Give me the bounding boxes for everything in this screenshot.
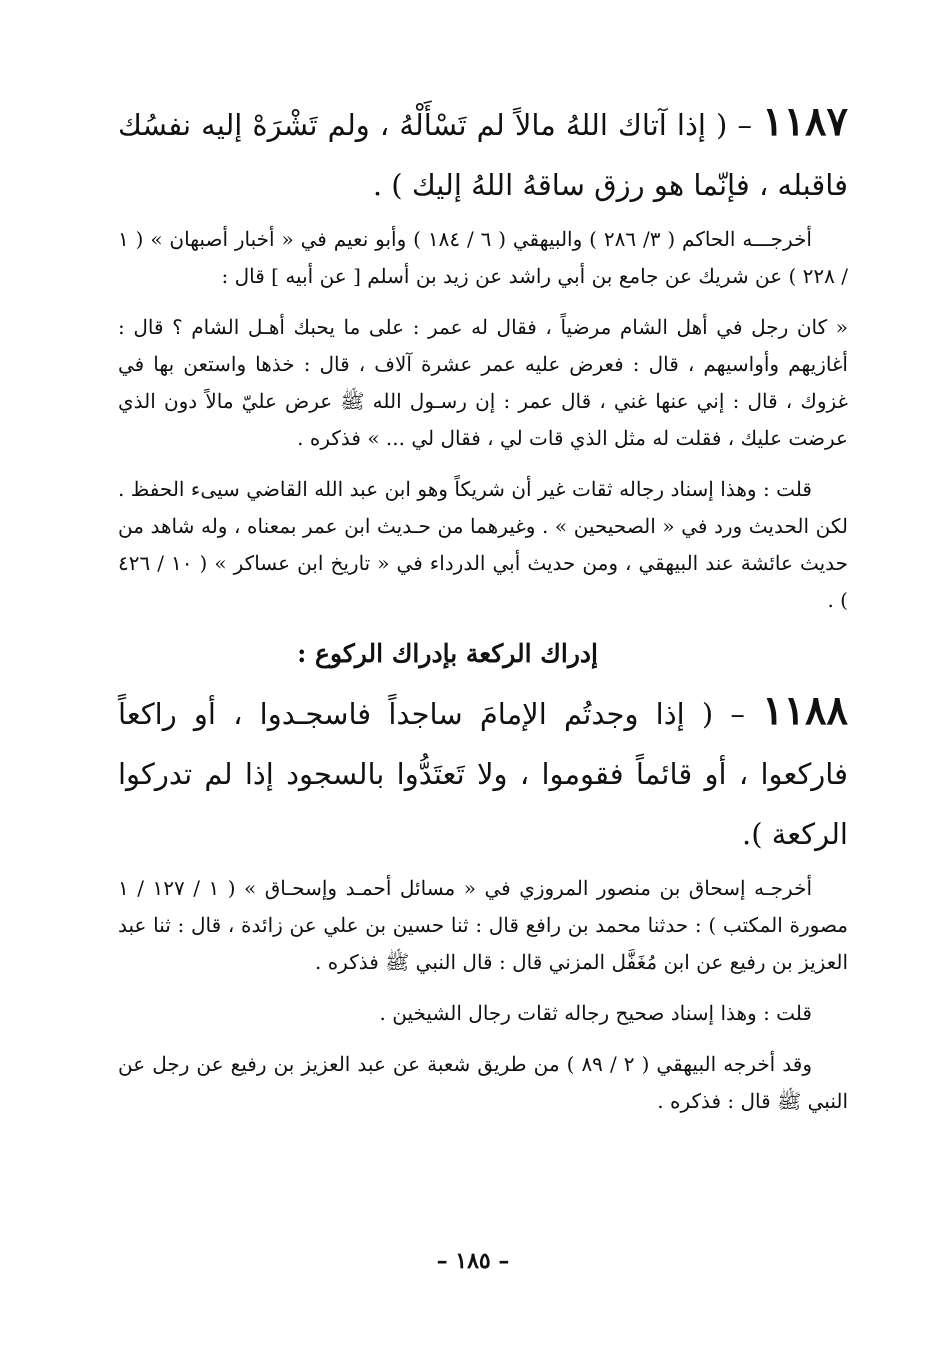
page-content — [118, 92, 848, 1120]
commentary-paragraph — [118, 1046, 848, 1120]
pbuh-symbol: ﷺ — [777, 1089, 802, 1113]
page-number: – ١٨٥ – — [436, 1248, 510, 1274]
pbuh-symbol: ﷺ — [385, 950, 410, 974]
takhrij-text: فذكره . — [314, 950, 386, 974]
pbuh-symbol: ﷺ — [340, 389, 365, 413]
takhrij-text: أخرجـه إسحاق بن منصور المروزي في « مسائل أحمـد وإسحـاق » ( ١ / ١٢٧ / ١ مصورة المكتب ) : حدثنا محمد بن رافع قال : ثنا حسين بن علي عن زائدة ، قال : ثنا عبد العزيز بن رفيع عن ابن مُغَفَّل المزني قال : قال النبي — [118, 876, 848, 974]
narration-paragraph — [118, 309, 848, 457]
hadith-text: – ( إذا وجدتُم الإمامَ ساجداً فاسجـدوا ، أو راكعاً فاركعوا ، أو قائماً فقوموا ، ولا تَعتَدُّوا بالسجود إذا لم تدركوا الركعة ). — [118, 697, 848, 851]
commentary-paragraph: قلت : وهذا إسناد رجاله ثقات غير أن شريكاً وهو ابن عبد الله القاضي سيىء الحفظ . لكن الحديث ورد في « الصحيحين » . وغيرهما من حـديث ابن عمر بمعناه ، وله شاهد من حديث عائشة عند البيهقي ، ومن حديث أبي الدرداء في « تاريخ ابن عساكر » ( ١٠ / ٤٢٦ ) . — [118, 477, 849, 612]
section-heading: إدراك الركعة بإدراك الركوع : — [297, 639, 598, 668]
narration-text: عرض عليّ مالاً دون الذي عرضت عليك ، فقلت له مثل الذي قات لي ، فقال لي ... » فذكره . — [118, 389, 848, 450]
takhrij-paragraph — [118, 870, 848, 981]
hadith-text: – ( إذا آتاك اللهُ مالاً لم تَسْأَلْهُ ، ولم تَشْرَهْ إليه نفسُك فاقبله ، فإنّما هو رزق ساقهُ اللهُ إليك ) . — [118, 108, 848, 202]
hadith-number: ١١٨٨ — [762, 687, 848, 734]
commentary-text: قال : فذكره . — [657, 1089, 778, 1113]
commentary-text: وقد أخرجه البيهقي ( ٢ / ٨٩ ) من طريق شعبة عن عبد العزيز بن رفيع عن رجل عن النبي — [118, 1052, 848, 1113]
hadith-1188 — [118, 681, 848, 864]
narration-text: « كان رجل في أهل الشام مرضياً ، فقال له عمر : على ما يحبك أهـل الشام ؟ قال : أغازيهم وأواسيهم ، قال : فعرض عليه عمر عشرة آلاف ، قال : خذها واستعن بها في غزوك ، قال : إني عنها غني ، قال عمر : إن رسـول الله — [118, 315, 848, 413]
commentary-paragraph: قلت : وهذا إسناد صحيح رجاله ثقات رجال الشيخين . — [379, 1001, 812, 1025]
takhrij-paragraph: أخرجـــه الحاكم ( ٣/ ٢٨٦ ) والبيهقي ( ٦ / ١٨٤ ) وأبو نعيم في « أخبار أصبهان » ( ١ / ٢٢٨ ) عن شريك عن جامع بن أبي راشد عن زيد بن أسلم [ عن أبيه ] قال : — [118, 227, 848, 288]
hadith-number: ١١٨٧ — [762, 98, 848, 145]
hadith-1187 — [118, 92, 848, 215]
